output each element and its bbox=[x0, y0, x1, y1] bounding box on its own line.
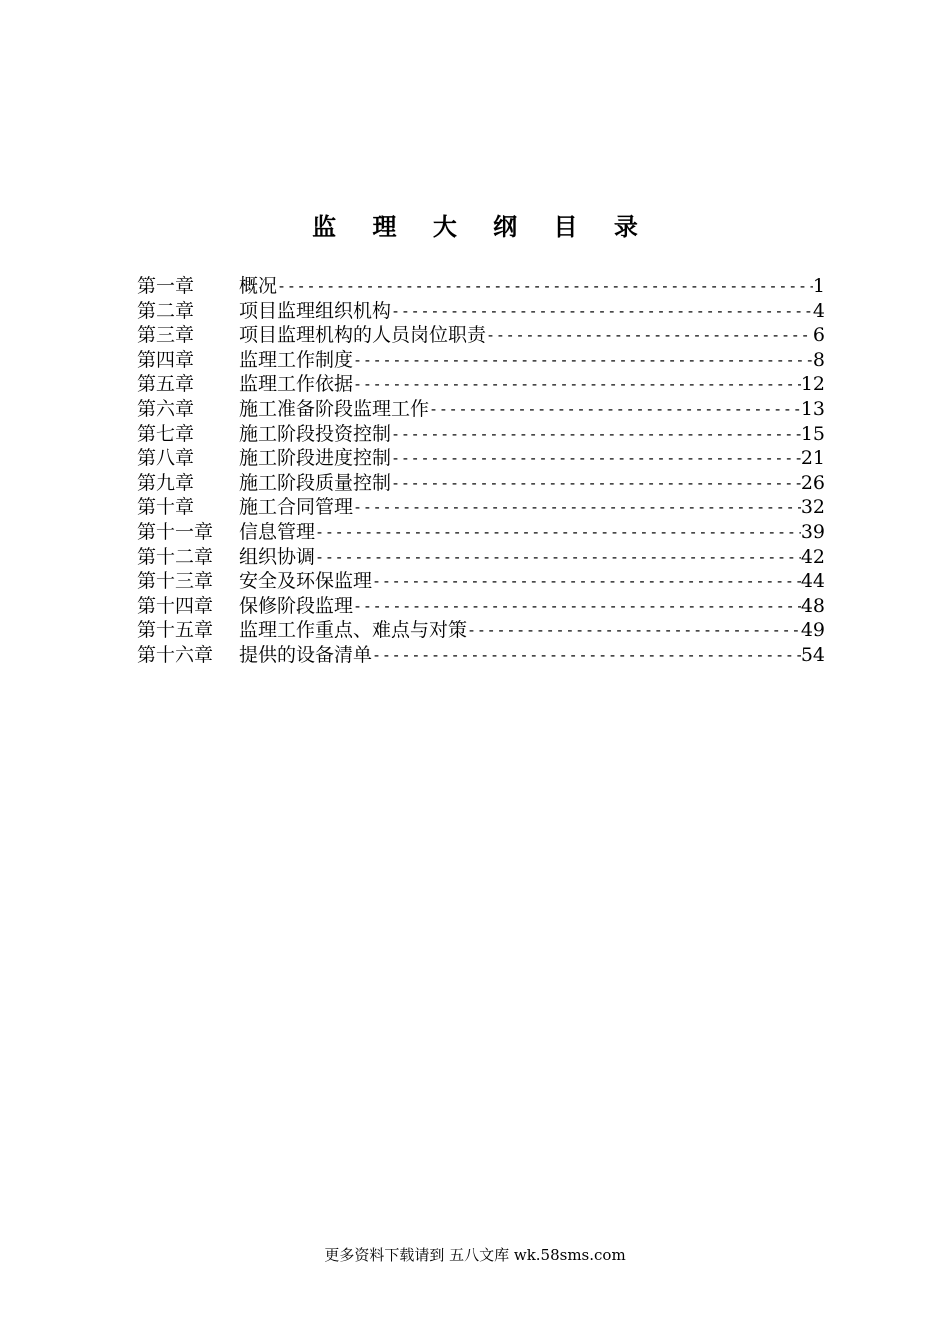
toc-title: 监理工作依据 bbox=[239, 373, 354, 396]
toc-leader bbox=[391, 299, 813, 324]
toc-chapter: 第九章 bbox=[137, 471, 195, 494]
toc-title: 施工阶段投资控制 bbox=[239, 422, 392, 445]
toc-leader bbox=[429, 397, 801, 422]
toc-leader bbox=[391, 471, 801, 496]
toc-leader bbox=[486, 323, 813, 348]
toc-entry-16[interactable] bbox=[137, 643, 825, 668]
footer-note: 更多资料下载请到 五八文库 wk.58sms.com bbox=[324, 1246, 626, 1264]
toc-entry-3[interactable] bbox=[137, 323, 825, 348]
toc-entry-2[interactable] bbox=[137, 299, 825, 324]
toc-leader bbox=[277, 274, 813, 299]
toc-page-number: 1 bbox=[812, 275, 825, 297]
toc-leader bbox=[315, 520, 801, 545]
toc-page-number: 44 bbox=[800, 570, 825, 593]
toc-title: 施工阶段质量控制 bbox=[239, 471, 392, 494]
toc-title: 监理工作重点、难点与对策 bbox=[239, 619, 468, 642]
toc-leader bbox=[391, 422, 801, 447]
toc-chapter: 第一章 bbox=[137, 275, 195, 297]
toc-entry-10[interactable] bbox=[137, 495, 825, 520]
toc-entry-8[interactable] bbox=[137, 446, 825, 471]
toc-page-number: 26 bbox=[800, 471, 825, 494]
toc-page-number: 32 bbox=[800, 496, 825, 519]
toc-title: 施工准备阶段监理工作 bbox=[239, 397, 430, 420]
toc-title: 项目监理机构的人员岗位职责 bbox=[239, 324, 487, 347]
toc-leader bbox=[391, 446, 801, 471]
toc-leader bbox=[353, 372, 801, 397]
toc-chapter: 第六章 bbox=[137, 397, 195, 420]
toc-chapter: 第五章 bbox=[137, 373, 195, 396]
toc-entry-9[interactable] bbox=[137, 471, 825, 496]
toc-entry-7[interactable] bbox=[137, 422, 825, 447]
toc-entry-4[interactable] bbox=[137, 348, 825, 373]
toc-title: 概况 bbox=[239, 275, 278, 297]
toc-leader bbox=[353, 594, 801, 619]
toc-page-number: 49 bbox=[800, 619, 825, 642]
toc-leader bbox=[315, 545, 801, 570]
toc-title: 监理工作制度 bbox=[239, 348, 354, 371]
toc-title: 项目监理组织机构 bbox=[239, 299, 392, 322]
toc-page-number: 21 bbox=[800, 447, 825, 470]
toc-title: 保修阶段监理 bbox=[239, 594, 354, 617]
toc-entry-13[interactable] bbox=[137, 569, 825, 594]
toc-page-number: 4 bbox=[812, 299, 825, 322]
toc-page-number: 42 bbox=[800, 545, 825, 568]
toc-leader bbox=[353, 348, 813, 373]
toc-chapter: 第三章 bbox=[137, 324, 195, 347]
toc-page-number: 12 bbox=[800, 373, 825, 396]
toc-leader bbox=[467, 618, 801, 643]
toc-page-number: 13 bbox=[800, 397, 825, 420]
toc-entry-6[interactable] bbox=[137, 397, 825, 422]
toc-page-number: 48 bbox=[800, 594, 825, 617]
toc-entry-5[interactable] bbox=[137, 372, 825, 397]
toc-page-number: 15 bbox=[800, 422, 825, 445]
toc-title: 施工合同管理 bbox=[239, 496, 354, 519]
toc-title: 施工阶段进度控制 bbox=[239, 447, 392, 470]
toc-chapter: 第八章 bbox=[137, 447, 195, 470]
toc-title: 组织协调 bbox=[239, 545, 316, 568]
toc-chapter: 第十四章 bbox=[137, 594, 214, 617]
toc-chapter: 第十五章 bbox=[137, 619, 214, 642]
toc-chapter: 第十一章 bbox=[137, 520, 214, 543]
toc-chapter: 第十二章 bbox=[137, 545, 214, 568]
toc-leader bbox=[372, 643, 801, 668]
toc-entry-14[interactable] bbox=[137, 594, 825, 619]
toc-leader bbox=[372, 569, 801, 594]
toc-chapter: 第二章 bbox=[137, 299, 195, 322]
toc-page-number: 54 bbox=[800, 643, 825, 666]
toc-chapter: 第七章 bbox=[137, 422, 195, 445]
toc-title: 信息管理 bbox=[239, 520, 316, 543]
toc-page-number: 39 bbox=[800, 520, 825, 543]
toc-chapter: 第四章 bbox=[137, 348, 195, 371]
toc-page-number: 8 bbox=[812, 348, 825, 371]
toc-entry-1[interactable] bbox=[137, 274, 825, 299]
toc-entry-11[interactable] bbox=[137, 520, 825, 545]
toc-leader bbox=[353, 495, 801, 520]
toc-entry-15[interactable] bbox=[137, 618, 825, 643]
toc-chapter: 第十章 bbox=[137, 496, 195, 519]
page-title: 监 理 大 纲 目 录 bbox=[312, 213, 652, 241]
toc-chapter: 第十六章 bbox=[137, 643, 214, 666]
toc-title: 提供的设备清单 bbox=[239, 643, 373, 666]
toc-title: 安全及环保监理 bbox=[239, 570, 373, 593]
toc-chapter: 第十三章 bbox=[137, 570, 214, 593]
toc-entry-12[interactable] bbox=[137, 545, 825, 570]
table-of-contents bbox=[137, 274, 825, 668]
toc-page-number: 6 bbox=[812, 324, 825, 347]
